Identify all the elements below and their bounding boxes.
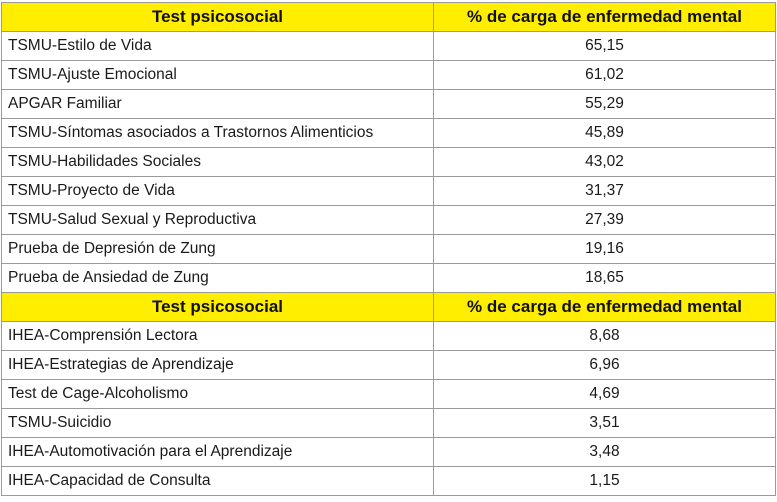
column-header-burden: % de carga de enfermedad mental (434, 3, 776, 32)
test-name-cell: TSMU-Ajuste Emocional (2, 61, 434, 90)
burden-value-cell: 3,51 (434, 409, 776, 438)
test-name-cell: TSMU-Habilidades Sociales (2, 148, 434, 177)
test-name-cell: Prueba de Ansiedad de Zung (2, 264, 434, 293)
table-row (2, 467, 776, 496)
burden-value-cell: 43,02 (434, 148, 776, 177)
test-name-cell: APGAR Familiar (2, 90, 434, 119)
table-row (2, 206, 776, 235)
test-name-cell: TSMU-Proyecto de Vida (2, 177, 434, 206)
table-row (2, 322, 776, 351)
burden-value-cell: 1,15 (434, 467, 776, 496)
mental-health-burden-table (1, 2, 776, 496)
burden-value-cell: 8,68 (434, 322, 776, 351)
table-row (2, 61, 776, 90)
test-name-cell: TSMU-Estilo de Vida (2, 32, 434, 61)
burden-value-cell: 4,69 (434, 380, 776, 409)
table-row (2, 351, 776, 380)
burden-value-cell: 65,15 (434, 32, 776, 61)
burden-value-cell: 27,39 (434, 206, 776, 235)
burden-value-cell: 55,29 (434, 90, 776, 119)
test-name-cell: Prueba de Depresión de Zung (2, 235, 434, 264)
table-row (2, 235, 776, 264)
table-row (2, 177, 776, 206)
test-name-cell: TSMU-Salud Sexual y Reproductiva (2, 206, 434, 235)
test-name-cell: Test de Cage-Alcoholismo (2, 380, 434, 409)
test-name-cell: IHEA-Capacidad de Consulta (2, 467, 434, 496)
burden-value-cell: 31,37 (434, 177, 776, 206)
header-row (2, 3, 776, 32)
test-name-cell: IHEA-Comprensión Lectora (2, 322, 434, 351)
test-name-cell: TSMU-Suicidio (2, 409, 434, 438)
column-header-burden: % de carga de enfermedad mental (434, 293, 776, 322)
table-row (2, 264, 776, 293)
burden-value-cell: 6,96 (434, 351, 776, 380)
table-row (2, 32, 776, 61)
table-row (2, 90, 776, 119)
table-row (2, 148, 776, 177)
burden-value-cell: 61,02 (434, 61, 776, 90)
table-row (2, 380, 776, 409)
table-row (2, 119, 776, 148)
burden-value-cell: 18,65 (434, 264, 776, 293)
column-header-test: Test psicosocial (2, 3, 434, 32)
header-row (2, 293, 776, 322)
table-row (2, 409, 776, 438)
test-name-cell: IHEA-Automotivación para el Aprendizaje (2, 438, 434, 467)
burden-value-cell: 3,48 (434, 438, 776, 467)
table-row (2, 438, 776, 467)
test-name-cell: IHEA-Estrategias de Aprendizaje (2, 351, 434, 380)
test-name-cell: TSMU-Síntomas asociados a Trastornos Alimenticios (2, 119, 434, 148)
column-header-test: Test psicosocial (2, 293, 434, 322)
burden-value-cell: 19,16 (434, 235, 776, 264)
burden-value-cell: 45,89 (434, 119, 776, 148)
table-body (2, 3, 776, 496)
